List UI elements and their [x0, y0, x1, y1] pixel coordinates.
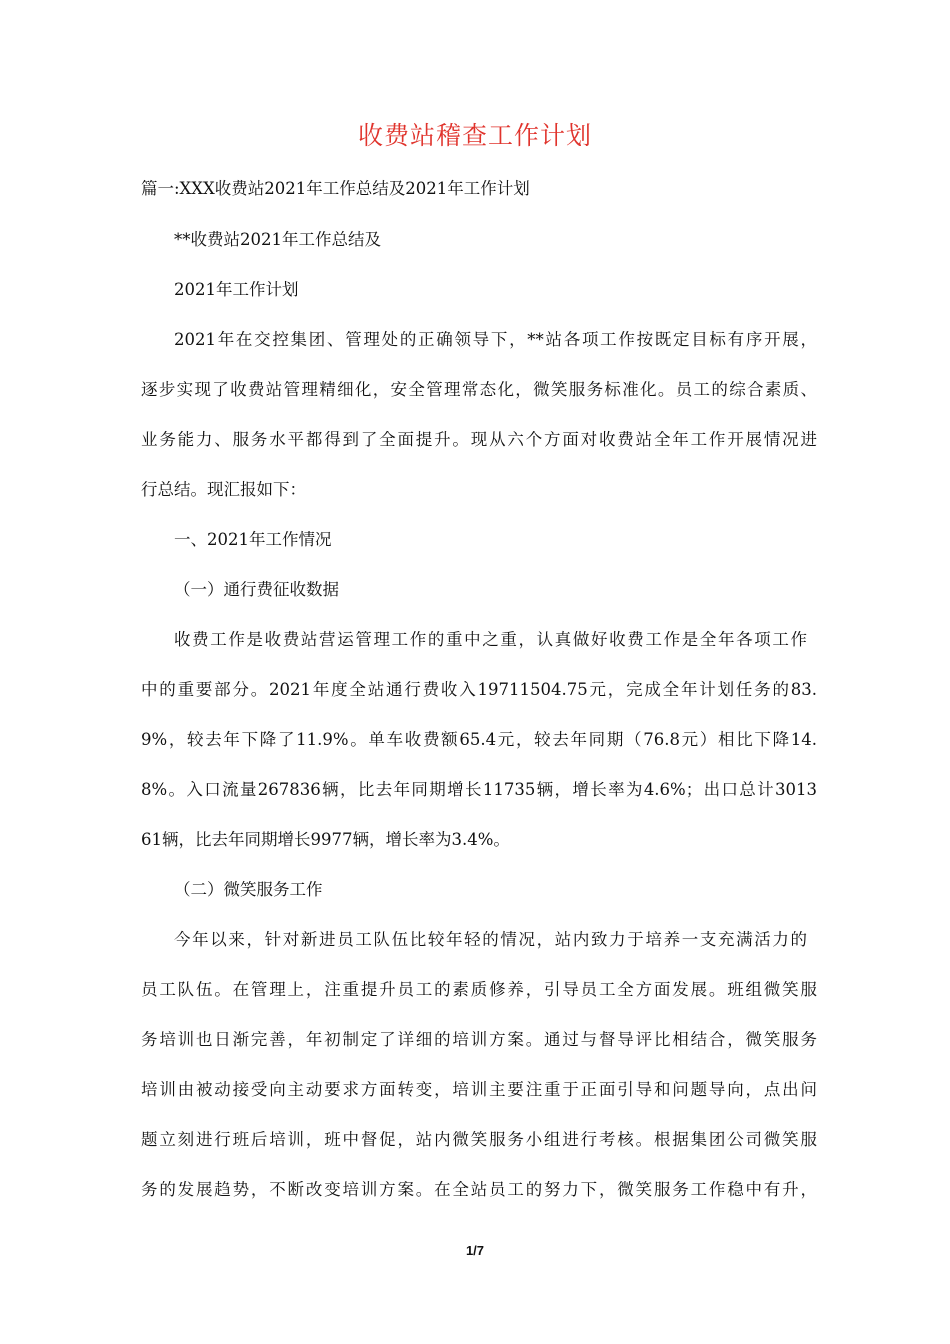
summary-subheading: **收费站2021年工作总结及 — [174, 230, 381, 249]
paragraph-line: 8%。入口流量267836辆，比去年同期增长11735辆，增长率为4.6%；出口总计3013 — [141, 780, 817, 799]
paragraph-line: 今年以来，针对新进员工队伍比较年轻的情况，站内致力于培养一支充满活力的 — [174, 930, 807, 949]
paragraph-line: 务的发展趋势，不断改变培训方案。在全站员工的努力下，微笑服务工作稳中有升， — [141, 1180, 817, 1199]
paragraph-line: 9%，较去年下降了11.9%。单车收费额65.4元，较去年同期（76.8元）相比下降14. — [141, 730, 817, 749]
paragraph-line: 员工队伍。在管理上，注重提升员工的素质修养，引导员工全方面发展。班组微笑服 — [141, 980, 817, 999]
paragraph-line: 中的重要部分。2021年度全站通行费收入19711504.75元，完成全年计划任务的83. — [141, 680, 817, 699]
paragraph-line: 2021年在交控集团、管理处的正确领导下，**站各项工作按既定目标有序开展， — [174, 330, 817, 349]
paragraph-line: 收费工作是收费站营运管理工作的重中之重，认真做好收费工作是全年各项工作 — [174, 630, 807, 649]
paragraph-line: 行总结。现汇报如下： — [141, 480, 306, 499]
page-number: 1/7 — [465, 1243, 485, 1258]
document-title: 收费站稽查工作计划 — [357, 121, 592, 150]
paragraph-line: 业务能力、服务水平都得到了全面提升。现从六个方面对收费站全年工作开展情况进 — [141, 430, 817, 449]
subsection-heading: （一）通行费征收数据 — [174, 580, 339, 599]
paragraph-line: 培训由被动接受向主动要求方面转变，培训主要注重于正面引导和问题导向，点出问 — [141, 1080, 817, 1099]
paragraph-line: 逐步实现了收费站管理精细化，安全管理常态化，微笑服务标准化。员工的综合素质、 — [141, 380, 817, 399]
article-heading: 篇一:XXX收费站2021年工作总结及2021年工作计划 — [141, 179, 530, 198]
subsection-heading: （二）微笑服务工作 — [174, 880, 323, 899]
section-heading: 一、2021年工作情况 — [174, 530, 332, 549]
paragraph-line: 题立刻进行班后培训，班中督促，站内微笑服务小组进行考核。根据集团公司微笑服 — [141, 1130, 817, 1149]
paragraph-line: 61辆，比去年同期增长9977辆，增长率为3.4%。 — [141, 830, 510, 849]
paragraph-line: 务培训也日渐完善，年初制定了详细的培训方案。通过与督导评比相结合，微笑服务 — [141, 1030, 817, 1049]
plan-subheading: 2021年工作计划 — [174, 280, 299, 299]
